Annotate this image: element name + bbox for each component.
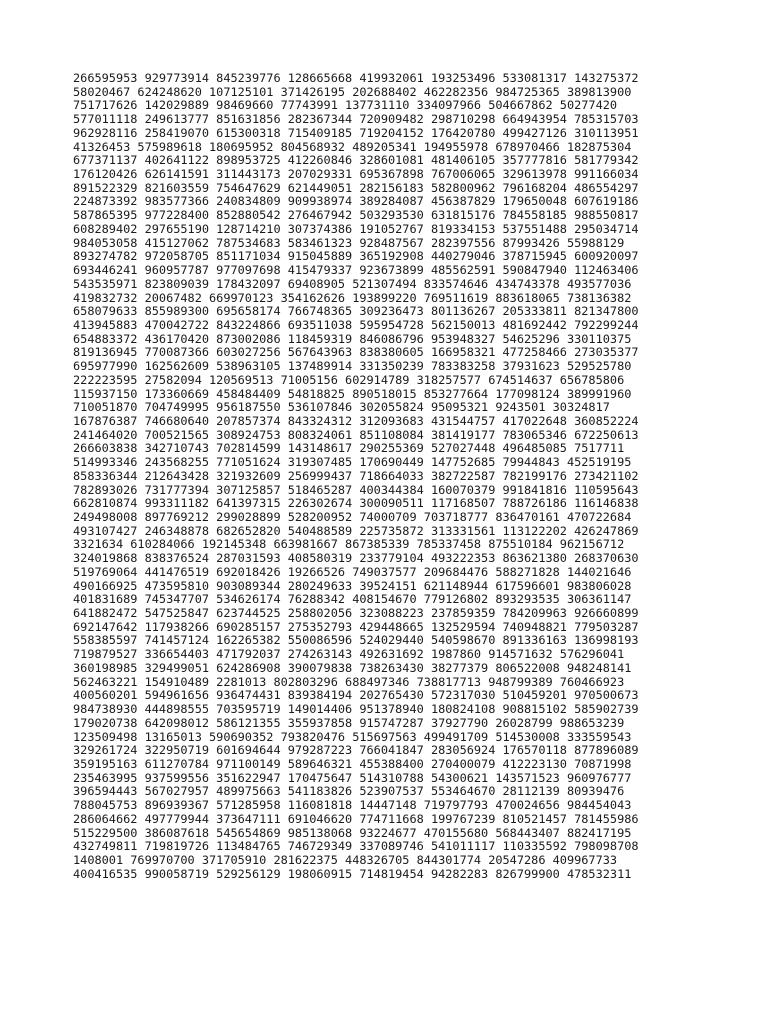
number-line: 984053058 415127062 787534683 583461323 928487567 282397556 87993426 55988129 [73,235,625,250]
number-line: 413945883 470042722 843224866 693511038 595954728 562150013 481692442 792299244 [73,317,639,332]
number-line: 562463221 154910489 2281013 802803296 688497346 738817713 948799389 760466923 [73,674,625,689]
number-line: 782893026 731777394 307125857 518465287 400344384 160070379 991841816 110595643 [73,482,639,497]
number-line: 608289402 297655190 128714210 307374386 191052767 819334153 537551488 295034714 [73,221,639,236]
number-line: 401831689 745347707 534626174 76288342 408154670 779126802 893293535 306361147 [73,592,632,607]
number-line: 858336344 212643428 321932609 256999437 718664033 382722587 782199176 273421102 [73,468,639,483]
number-line: 710051870 704749995 956187550 536107846 302055824 95095321 9243501 30324817 [73,400,610,415]
number-line: 577011118 249613777 851631856 282367344 720909482 298710298 664943954 785315703 [73,112,639,127]
number-line: 58020467 624248620 107125101 371426195 202688402 462282356 984725365 389813900 [73,84,632,99]
number-line: 788045753 896939367 571285958 116081818 14447148 719797793 470024656 984454043 [73,798,632,813]
number-line: 266603838 342710743 702814599 143148617 290255369 527027448 496485085 7517711 [73,441,625,456]
number-line: 695977990 162562609 538963105 137489914 331350239 783383258 37931623 529525780 [73,359,632,374]
number-line: 400560201 594961656 936474431 839384194 202765430 572317030 510459201 970500673 [73,688,639,703]
number-line: 751717626 142029889 98469660 77743991 137731110 334097966 504667862 50277420 [73,98,618,113]
number-line: 179020738 642098012 586121355 355937858 915747287 37927790 26028799 988653239 [73,715,625,730]
number-line: 692147642 117938266 690285157 275352793 429448665 132529594 740948821 779503287 [73,619,639,634]
number-line: 515229500 386087618 545654869 985138068 93224677 470155680 568443407 882417195 [73,825,632,840]
number-line: 514993346 243568255 771051624 319307485 170690449 147752685 79944843 452519195 [73,455,632,470]
number-line: 249498008 897769212 299028899 528200952 74000709 703718777 836470161 470722684 [73,510,632,524]
number-line: 1408001 769970700 371705910 281622375 448326705 844301774 20547286 409967733 [73,852,618,867]
number-line: 490166925 473595810 903089344 280249633 39524151 621148944 617596601 983806028 [73,578,632,593]
number-line: 432749811 719819726 113484765 746729349 337089746 541011117 110335592 798098708 [73,839,639,854]
number-line: 819136945 770087366 603027256 567643963 838380605 166958321 477258466 273035377 [73,345,639,360]
number-line: 419832732 20067482 669970123 354162626 193899220 769511619 883618065 738136382 [73,290,632,305]
number-line: 41326453 575989618 180695952 804568932 489205341 194955978 678970466 182875304 [73,139,632,154]
number-line: 359195163 611270784 971100149 589646321 455388400 270400079 412223130 70871998 [73,756,632,771]
number-line: 324019868 838376524 287031593 408580319 233779104 493222353 863621380 268370630 [73,551,639,566]
number-line: 662810874 993311182 641397315 226302674 300090511 117168507 788726186 116146838 [73,496,639,511]
number-line: 222223595 27582094 120569513 71005156 602914789 318257577 674514637 656785806 [73,372,625,387]
number-list [73,72,733,881]
number-line: 329261724 322950719 601694644 979287223 766041847 283056924 176570118 877896089 [73,743,639,758]
number-line: 891522329 821603559 754647629 621449051 282156183 582800962 796168204 486554297 [73,180,639,195]
number-line: 167876387 746680640 207857374 843324312 312093683 431544757 417022648 360852224 [73,413,639,428]
number-line: 693446241 960957787 977097698 415479337 923673899 485562591 590847940 112463406 [73,263,639,278]
number-line: 115937150 173360669 458484409 54818825 890518015 853277664 177098124 389991960 [73,386,632,401]
number-line: 719879527 336654403 471792037 274263143 492631692 1987860 914571632 576296041 [73,647,625,662]
number-line: 266595953 929773914 845239776 128665668 419932061 193253496 533081317 143275372 [73,71,639,85]
number-line: 123509498 13165013 590690352 793820476 515697563 499491709 514530008 333559543 [73,729,632,744]
number-line: 641882472 547525847 623744525 258802056 323088223 237859359 784209963 926660899 [73,606,639,621]
number-line: 400416535 990058719 529256129 198060915 714819454 94282283 826799900 478532311 [73,866,632,881]
number-line: 286064662 497779944 373647111 691046620 774711668 199767239 810521457 781455986 [73,811,639,826]
number-line: 587865395 977228400 852880542 276467942 503293530 631815176 784558185 988550817 [73,208,639,223]
number-line: 360198985 329499051 624286908 390079838 738263430 38277379 806522008 948248141 [73,660,632,675]
number-line: 677371137 402641122 898953725 412260846 328601081 481406105 357777816 581779342 [73,153,639,168]
number-line: 654883372 436170420 873002086 118459319 846086796 953948327 54625296 330110375 [73,331,632,346]
number-line: 493107427 246348878 682652820 540488589 225735872 313331561 113122202 426247869 [73,523,639,538]
number-line: 893274782 972058705 851171034 915045889 365192908 440279046 378715945 600920097 [73,249,639,264]
number-line: 543535971 823809039 178432097 69408905 521307494 833574646 434743378 493577036 [73,276,632,291]
number-line: 176120426 626141591 311443173 207029331 695367898 767006065 329613978 991166034 [73,167,639,182]
number-line: 658079633 855989300 695658174 766748365 309236473 801136267 205333811 821347800 [73,304,639,319]
number-line: 519769064 441476519 692018426 19266526 749037577 209684476 588271828 144021646 [73,564,632,579]
number-line: 235463995 937599556 351622947 170475647 514310788 54300621 143571523 960976777 [73,770,632,785]
number-line: 558385597 741457124 162265382 550086596 524029440 540598670 891336163 136998193 [73,633,639,648]
number-line: 962928116 258419070 615300318 715409185 719204152 176420780 499427126 310113951 [73,125,639,140]
number-line: 984738930 444898555 703595719 149014406 951378940 180824108 908815102 585902739 [73,702,639,717]
number-line: 241464020 700521565 308924753 808324061 851108084 381419177 783065346 672250613 [73,427,639,442]
number-line: 396594443 567027957 489975663 541183826 523907537 553464670 28112139 80939476 [73,784,625,799]
number-line: 224873392 983577366 240834809 909938974 389284087 456387829 179650048 607619186 [73,194,639,209]
number-line: 3321634 610284066 192145348 663981667 867385339 785337458 875510184 962156712 [73,537,625,552]
